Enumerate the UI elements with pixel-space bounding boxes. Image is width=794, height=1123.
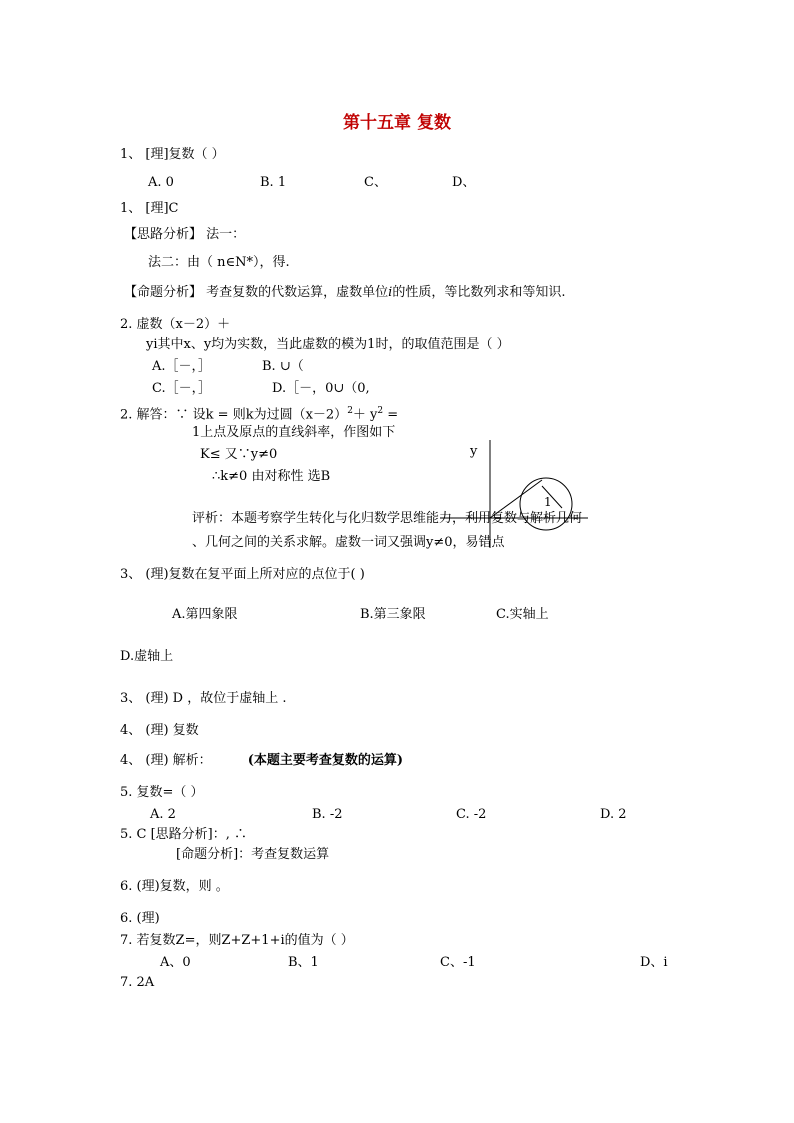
q4-answer-pre: 4、 (理) 解析：	[120, 753, 212, 768]
q7-option-c: C、-1	[440, 955, 476, 970]
q1-topic-pre: 【命题分析】 考查复数的代数运算，虚数单位	[124, 285, 389, 300]
q2-comment-1: 评析：本题考察学生转化与化归数学思维能力，利用复数与解析几何	[192, 511, 583, 526]
fig-y-label: y	[470, 444, 478, 459]
q1-topic-i: i	[388, 285, 393, 300]
q1-analysis-1: 【思路分析】 法一：	[124, 227, 246, 242]
q5-topic: [命题分析]：考查复数运算	[176, 847, 330, 862]
q2-stem-1: 2. 虚数（x－2）＋	[120, 317, 231, 332]
q5-option-d: D. 2	[600, 807, 627, 822]
q7-option-d: D、i	[640, 955, 668, 970]
q1-topic-analysis	[124, 284, 565, 302]
q2-solution-4: ∴k≠0 由对称性 选B	[212, 469, 331, 484]
q2-solution-1	[120, 402, 398, 424]
q4-answer	[120, 752, 403, 770]
q5-option-a: A. 2	[150, 807, 176, 822]
q2-stem-2: yi其中x、y均为实数，当此虚数的模为1时，的取值范围是（ ）	[146, 337, 510, 352]
q1-topic-post: 的性质，等比数列求和等知识.	[392, 285, 566, 300]
q4-answer-note: (本题主要考查复数的运算)	[247, 753, 403, 768]
q1-stem: 1、 [理]复数（ ）	[120, 147, 225, 162]
q1-option-a: A. 0	[148, 175, 174, 190]
q2-option-d: D.［－，0∪（0,	[272, 381, 370, 396]
q2-option-c: C.［－，］	[152, 381, 212, 396]
q1-option-d: D、	[452, 175, 476, 190]
chapter-title: 第十五章 复数	[343, 113, 451, 133]
q6-stem: 6. (理)复数，则 。	[120, 879, 229, 894]
q3-option-d: D.虚轴上	[120, 649, 174, 664]
q3-stem: 3、 (理)复数在复平面上所对应的点位于( )	[120, 567, 365, 582]
q5-option-b: B. -2	[312, 807, 343, 822]
q2-option-a: A.［－，］	[152, 359, 212, 374]
q1-option-c: C、	[364, 175, 387, 190]
q2-solution-3: K≤ 又∵y≠0	[200, 447, 278, 462]
fig-radius-label: 1	[544, 495, 552, 509]
q5-stem: 5. 复数=（ ）	[120, 785, 204, 800]
q1-option-b: B. 1	[260, 175, 287, 190]
q7-option-b: B、1	[288, 955, 319, 970]
q7-option-a: A、0	[160, 955, 191, 970]
q2-sol1-mid: ＋ y	[352, 407, 378, 423]
q3-answer: 3、 (理) D ，故位于虚轴上 .	[120, 691, 287, 706]
q2-sol1-post: =	[383, 407, 399, 423]
q2-solution-2: 1上点及原点的直线斜率，作图如下	[192, 425, 396, 440]
q5-option-c: C. -2	[456, 807, 487, 822]
q2-option-b: B. ∪（	[262, 359, 304, 374]
q1-answer: 1、 [理]C	[120, 201, 179, 216]
q3-option-a: A.第四象限	[172, 607, 238, 622]
q3-option-b: B.第三象限	[360, 607, 426, 622]
q1-analysis-2: 法二：由（ n∈N*），得.	[148, 255, 290, 270]
q7-stem: 7. 若复数Z=，则Z+Z+1+i的值为（ ）	[120, 933, 354, 948]
q2-sol1-pre: 2. 解答：∵ 设k = 则k为过圆（x－2）	[120, 407, 348, 423]
q2-comment-2: 、几何之间的关系求解。虚数一词又强调y≠0，易错点	[192, 535, 505, 550]
q4-stem: 4、 (理) 复数	[120, 723, 199, 738]
q5-answer: 5. C [思路分析]：, ∴	[120, 827, 248, 842]
q6-answer: 6. (理)	[120, 911, 160, 926]
q7-answer: 7. 2A	[120, 975, 155, 990]
q2-sol1-sup: 2	[347, 406, 353, 416]
q2-sol1-sup2: 2	[377, 406, 384, 416]
q3-option-c: C.实轴上	[496, 607, 549, 622]
